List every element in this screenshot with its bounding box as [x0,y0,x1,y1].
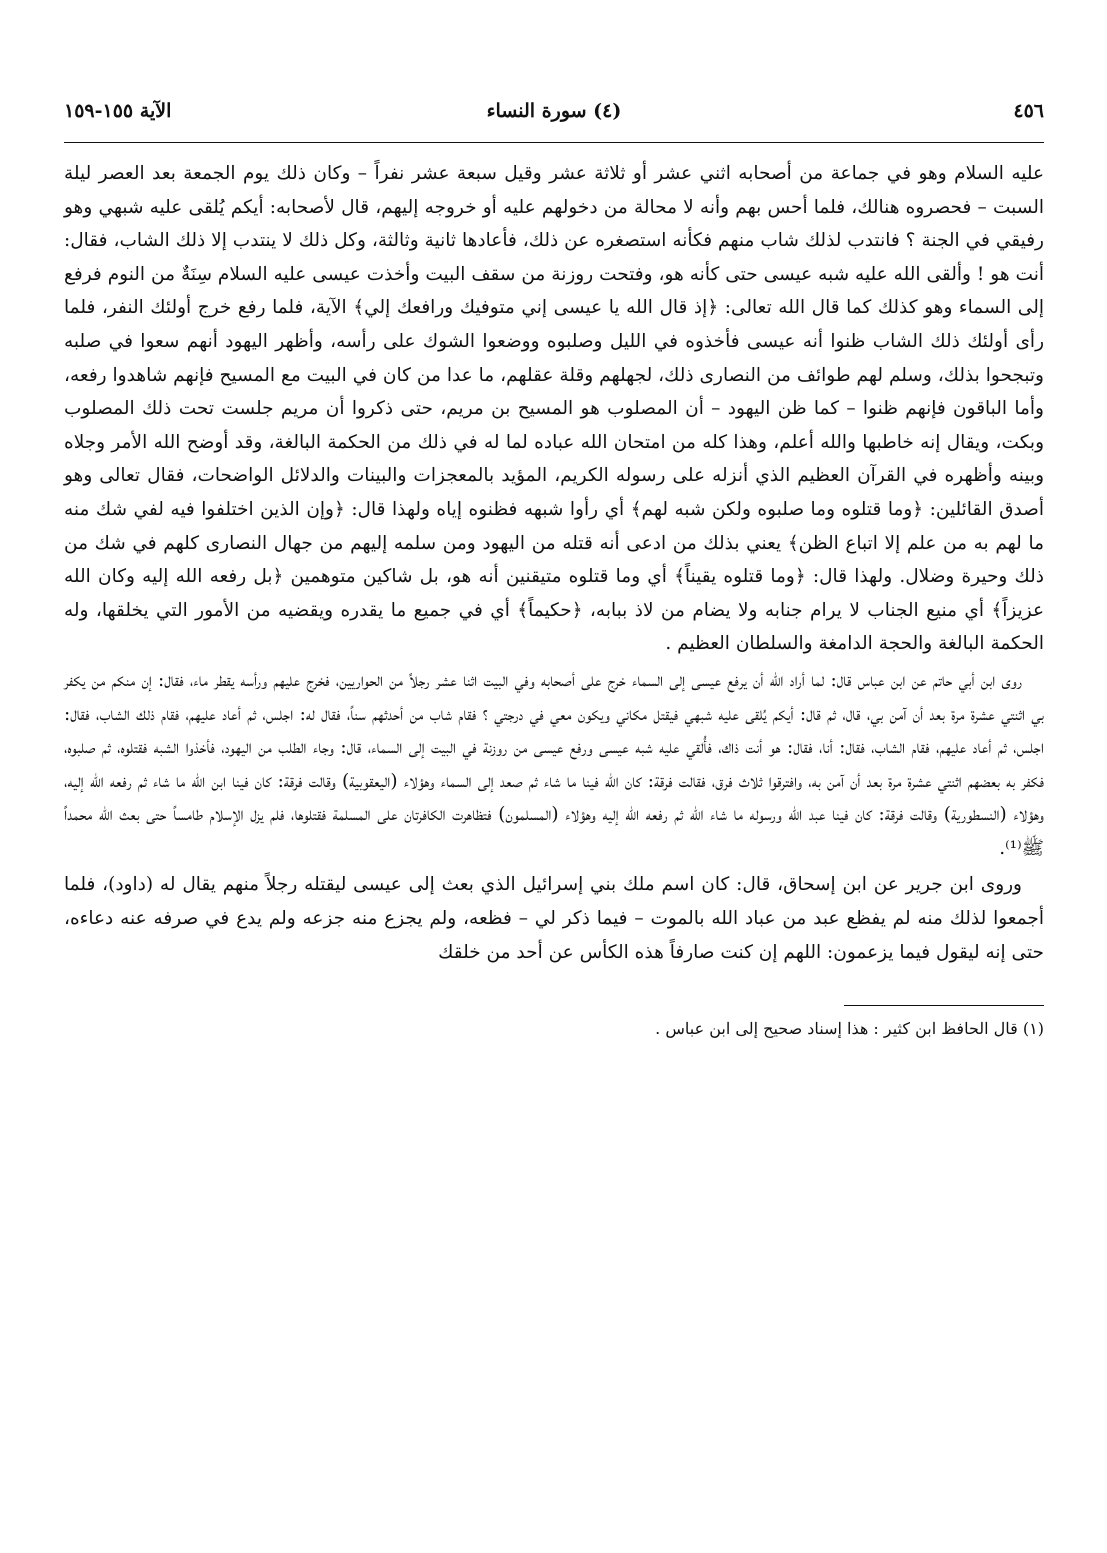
paragraph-1: عليه السلام وهو في جماعة من أصحابه اثني عشر أو ثلاثة عشر وقيل سبعة عشر نفراً – وكان ذلك يوم الجمعة بعد العصر ليلة السبت – فحصروه هنالك، فلما أحس بهم وأنه لا محالة من دخولهم عليه أو خروجه إليهم، قال لأصحابه: أيكم يُلقى عليه شبهي وهو رفيقي في الجنة ؟ فانتدب لذلك شاب منهم فكأنه استصغره عن ذلك، فأعادها ثانية وثالثة، وكل ذلك لا ينتدب إلا ذلك الشاب، فقال: أنت هو ! وألقى الله عليه شبه عيسى حتى كأنه هو، وفتحت روزنة من سقف البيت وأخذت عيسى عليه السلام سِنَةٌ من النوم فرفع إلى السماء وهو كذلك كما قال الله تعالى: ﴿إذ قال الله يا عيسى إني متوفيك ورافعك إلي﴾ الآية، فلما رفع خرج أولئك النفر، فلما رأى أولئك ذلك الشاب ظنوا أنه عيسى فأخذوه في الليل وصلبوه ووضعوا الشوك على رأسه، وأظهر اليهود أنهم سعوا في صلبه وتبجحوا بذلك، وسلم لهم طوائف من النصارى ذلك، لجهلهم وقلة عقلهم، ما عدا من كان في البيت مع المسيح فإنهم شاهدوا رفعه، وأما الباقون فإنهم ظنوا – كما ظن اليهود – أن المصلوب هو المسيح بن مريم، حتى ذكروا أن مريم جلست تحت ذلك المصلوب وبكت، ويقال إنه خاطبها والله أعلم، وهذا كله من امتحان الله عباده لما له في ذلك من الحكمة البالغة، وقد أوضح الله الأمر وجلاه وبينه وأظهره في القرآن العظيم الذي أنزله على رسوله الكريم، المؤيد بالمعجزات والبينات والدلائل الواضحات، فقال تعالى وهو أصدق القائلين: ﴿وما قتلوه وما صلبوه ولكن شبه لهم﴾ أي رأوا شبهه فظنوه إياه ولهذا قال: ﴿وإن الذين اختلفوا فيه لفي شك منه ما لهم به من علم إلا اتباع الظن﴾ يعني بذلك من ادعى أنه قتله من اليهود ومن سلمه إليهم من جهال النصارى كلهم في شك من ذلك وحيرة وضلال. ولهذا قال: ﴿وما قتلوه يقيناً﴾ أي وما قتلوه متيقنين أنه هو، بل شاكين متوهمين ﴿بل رفعه الله إليه وكان الله عزيزاً﴾ أي منيع الجناب لا يرام جنابه ولا يضام من لاذ ببابه، ﴿حكيماً﴾ أي في جميع ما يقدره ويقضيه من الأمور التي يخلقها، وله الحكمة البالغة والحجة الدامغة والسلطان العظيم . [64,163,1044,655]
page-number: ٤٥٦ [1013,100,1044,122]
footnote: (١) قال الحافظ ابن كثير : هذا إسناد صحيح إلى ابن عباس . [655,1019,1044,1039]
surah-title: (٤) سورة النساء [486,100,622,122]
main-text [64,157,1044,969]
header-divider [64,142,1044,143]
ayah-range: الآية ١٥٥-١٥٩ [64,100,172,122]
book-page [64,96,1044,1042]
footnote-divider [844,1005,1044,1006]
running-header [64,96,1044,132]
paragraph-2: روى ابن أبي حاتم عن ابن عباس قال: لما أراد الله أن يرفع عيسى إلى السماء خرج على أصحابه وفي البيت اثنا عشر رجلاً من الحواريين، فخرج عليهم ورأسه يقطر ماء، فقال: إن منكم من يكفر بي اثنتي عشرة مرة بعد أن آمن بي، قال، ثم قال: أيكم يُلقى عليه شبهي فيقتل مكاني ويكون معي في درجتي ؟ فقام شاب من أحدثهم سناً، فقال له: اجلس، ثم أعاد عليهم، فقام ذلك الشاب، فقال: اجلس، ثم أعاد عليهم، فقام الشاب، فقال: أنا، فقال: هو أنت ذاك، فأُلقي عليه شبه عيسى ورفع عيسى من روزنة في البيت إلى السماء، قال: وجاء الطلب من اليهود، فأخذوا الشبه فقتلوه، ثم صلبوه، فكفر به بعضهم اثنتي عشرة مرة بعد أن آمن به، وافترقوا ثلاث فرق، فقالت فرقة: كان الله فينا ما شاء ثم صعد إلى السماء وهؤلاء (اليعقوبية) وقالت فرقة: كان فينا ابن الله ما شاء ثم رفعه الله إليه، وهؤلاء (النسطورية) وقالت فرقة: كان فينا عبد الله ورسوله ما شاء الله ثم رفعه الله إليه وهؤلاء (المسلمون) فتظاهرت الكافرتان على المسلمة فقتلوها، فلم يزل الإسلام طامساً حتى بعث الله محمداً ﷺ⁽¹⁾. [64,669,1044,859]
paragraph-3: وروى ابن جرير عن ابن إسحاق، قال: كان اسم ملك بني إسرائيل الذي بعث إلى عيسى ليقتله رجلاً منهم يقال له (داود)، فلما أجمعوا لذلك منه لم يفظع عبد من عباد الله بالموت – فيما ذكر لي – فظعه، ولم يجزع منه جزعه ولم يدع في صرفه عنه دعاءه، حتى إنه ليقول فيما يزعمون: اللهم إن كنت صارفاً هذه الكأس عن أحد من خلقك [64,874,1044,963]
